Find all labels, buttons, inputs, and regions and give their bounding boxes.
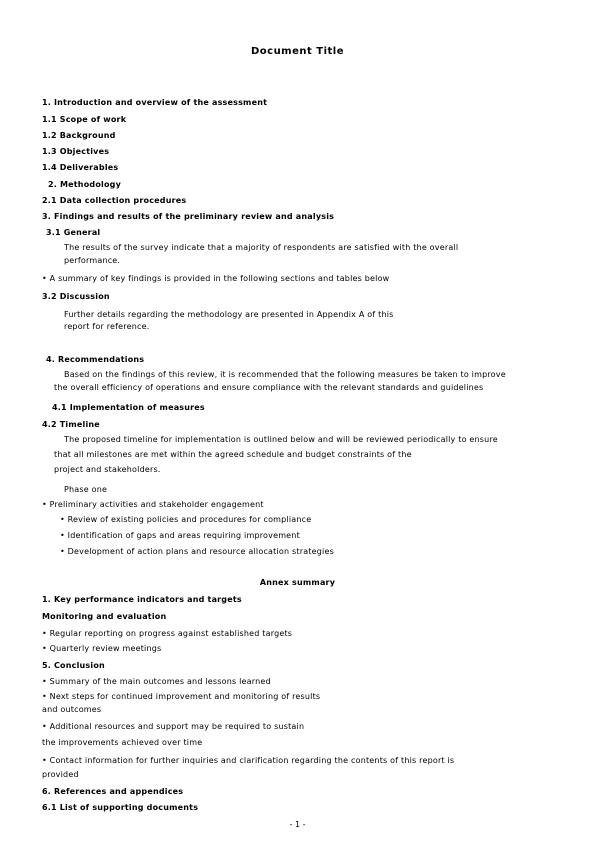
line-24: • Preliminary activities and stakeholder engagement (42, 500, 264, 509)
line-40: provided (42, 770, 79, 779)
line-13: Further details regarding the methodology are presented in Appendix A of this (64, 310, 394, 319)
line-1: 1.1 Scope of work (42, 115, 127, 124)
line-35: • Next steps for continued improvement and monitoring of results (42, 692, 321, 701)
line-25: • Review of existing policies and procedures for compliance (60, 515, 312, 524)
line-21: that all milestones are met within the agreed schedule and budget constraints of the (54, 450, 412, 459)
line-18: 4.1 Implementation of measures (52, 403, 205, 412)
line-23: Phase one (64, 485, 108, 494)
line-41: 6. References and appendices (42, 787, 184, 796)
line-7: 3. Findings and results of the preliminary review and analysis (42, 212, 335, 221)
line-34: • Summary of the main outcomes and lessons learned (42, 677, 271, 686)
line-38: the improvements achieved over time (42, 738, 203, 747)
line-30: Monitoring and evaluation (42, 612, 167, 621)
document-title: Document Title (250, 46, 345, 57)
line-16: Based on the findings of this review, it is recommended that the following measures be taken to improve (64, 370, 506, 379)
line-6: 2.1 Data collection procedures (42, 196, 187, 205)
line-22: project and stakeholders. (54, 465, 161, 474)
line-0: 1. Introduction and overview of the assessment (42, 98, 268, 107)
line-8: 3.1 General (46, 228, 101, 237)
line-32: • Quarterly review meetings (42, 644, 162, 653)
line-9: The results of the survey indicate that a majority of respondents are satisfied with the overall (64, 243, 459, 252)
line-12: 3.2 Discussion (42, 292, 110, 301)
line-15: 4. Recommendations (46, 355, 145, 364)
line-27: • Development of action plans and resource allocation strategies (60, 547, 334, 556)
line-17: the overall efficiency of operations and ensure compliance with the relevant standards and guidelines (54, 383, 484, 392)
line-26: • Identification of gaps and areas requiring improvement (60, 531, 300, 540)
line-36: and outcomes (42, 705, 102, 714)
line-31: • Regular reporting on progress against established targets (42, 629, 293, 638)
line-39: • Contact information for further inquiries and clarification regarding the contents of this report is (42, 756, 455, 765)
line-14: report for reference. (64, 322, 150, 331)
line-33: 5. Conclusion (42, 661, 105, 670)
line-11: • A summary of key findings is provided in the following sections and tables below (42, 274, 390, 283)
line-2: 1.2 Background (42, 131, 116, 140)
line-5: 2. Methodology (48, 180, 121, 189)
line-3: 1.3 Objectives (42, 147, 110, 156)
line-37: • Additional resources and support may be required to sustain (42, 722, 305, 731)
line-10: performance. (64, 256, 121, 265)
line-19: 4.2 Timeline (42, 420, 100, 429)
line-20: The proposed timeline for implementation is outlined below and will be reviewed periodically to ensure (64, 435, 498, 444)
line-42: 6.1 List of supporting documents (42, 803, 199, 812)
line-4: 1.4 Deliverables (42, 163, 119, 172)
page-number: - 1 - (289, 820, 306, 829)
line-29: 1. Key performance indicators and targets (42, 595, 242, 604)
line-28: Annex summary (259, 578, 336, 587)
